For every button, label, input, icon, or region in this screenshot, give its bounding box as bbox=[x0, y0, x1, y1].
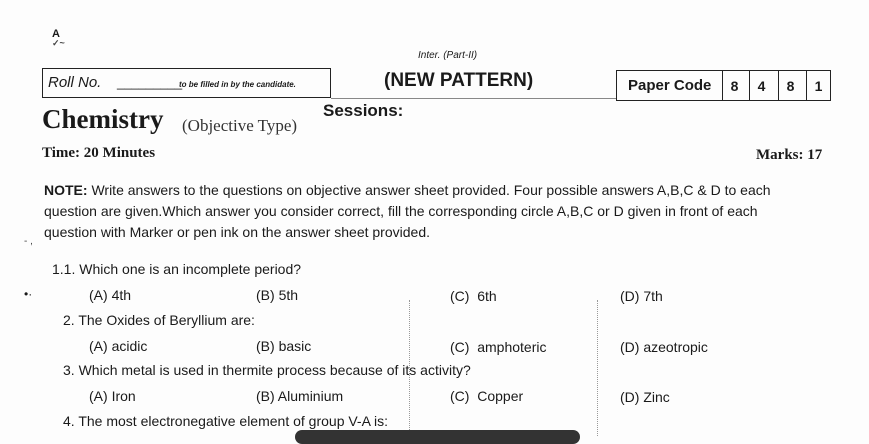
option-d[interactable]: (D) 7th bbox=[620, 288, 663, 304]
note-line: question are given.Which answer you consider correct, fill the corresponding circle A,B,C or D given in front of each bbox=[44, 203, 758, 219]
option-c[interactable]: (C) Copper bbox=[450, 388, 524, 404]
note-paragraph bbox=[44, 180, 771, 243]
paper-code-digit: 8 bbox=[778, 71, 802, 100]
option-a[interactable]: (A) Iron bbox=[89, 388, 136, 404]
note-line: question with Marker or pen ink on the answer sheet provided. bbox=[44, 224, 430, 240]
question-number: 4. bbox=[63, 413, 75, 429]
inter-part-label: Inter. (Part-II) bbox=[418, 50, 478, 61]
sessions-label: Sessions: bbox=[323, 101, 404, 120]
paper-code-digit: 8 bbox=[722, 71, 746, 100]
option-c[interactable]: (C) amphoteric bbox=[450, 339, 547, 355]
subject-title: Chemistry bbox=[42, 104, 164, 134]
roll-number-hint: to be filled in by the candidate. bbox=[179, 80, 296, 89]
option-a[interactable]: (A) 4th bbox=[89, 287, 132, 303]
bottom-shadow bbox=[295, 430, 580, 444]
option-b[interactable]: (B) basic bbox=[256, 338, 312, 354]
paper-code-digit: 4 bbox=[749, 71, 773, 100]
marks-label: Marks: 17 bbox=[756, 147, 823, 163]
subject-type: (Objective Type) bbox=[182, 116, 298, 135]
header-rule bbox=[331, 98, 616, 99]
question-number: 1.1. bbox=[52, 261, 76, 277]
paper-code-digit: 1 bbox=[806, 71, 830, 100]
question-4 bbox=[63, 413, 388, 429]
question-2 bbox=[63, 312, 255, 328]
question-3 bbox=[63, 362, 471, 378]
option-a[interactable]: (A) acidic bbox=[89, 338, 148, 354]
option-c[interactable]: (C) 6th bbox=[450, 288, 497, 304]
time-label: Time: 20 Minutes bbox=[42, 145, 156, 161]
roll-number-blank[interactable]: _________ bbox=[117, 75, 183, 90]
question-text: Which one is an incomplete period? bbox=[79, 261, 302, 277]
paper-code-box bbox=[616, 70, 831, 101]
option-d[interactable]: (D) Zinc bbox=[620, 389, 670, 405]
fold-line bbox=[597, 300, 599, 436]
option-d[interactable]: (D) azeotropic bbox=[620, 339, 708, 355]
note-line: Write answers to the questions on objective answer sheet provided. Four possible answers A,B,C & D to each bbox=[87, 182, 771, 198]
paper-code-label: Paper Code bbox=[628, 77, 712, 94]
margin-mark: - , bbox=[24, 236, 33, 247]
question-1 bbox=[52, 261, 301, 277]
question-number: 2. bbox=[63, 312, 75, 328]
roll-number-box bbox=[42, 68, 331, 98]
option-b[interactable]: (B) 5th bbox=[256, 287, 299, 303]
question-number: 3. bbox=[63, 362, 75, 378]
note-label: NOTE: bbox=[44, 182, 88, 198]
corner-mark: A ✓~ bbox=[52, 28, 65, 48]
question-text: The Oxides of Beryllium are: bbox=[78, 312, 255, 328]
margin-bullet: •· bbox=[24, 287, 33, 301]
option-b[interactable]: (B) Aluminium bbox=[256, 388, 344, 404]
question-text: The most electronegative element of group V-A is: bbox=[78, 413, 389, 429]
pattern-heading: (NEW PATTERN) bbox=[384, 70, 534, 91]
roll-number-label: Roll No. bbox=[48, 74, 102, 91]
question-text: Which metal is used in thermite process because of its activity? bbox=[78, 362, 471, 378]
